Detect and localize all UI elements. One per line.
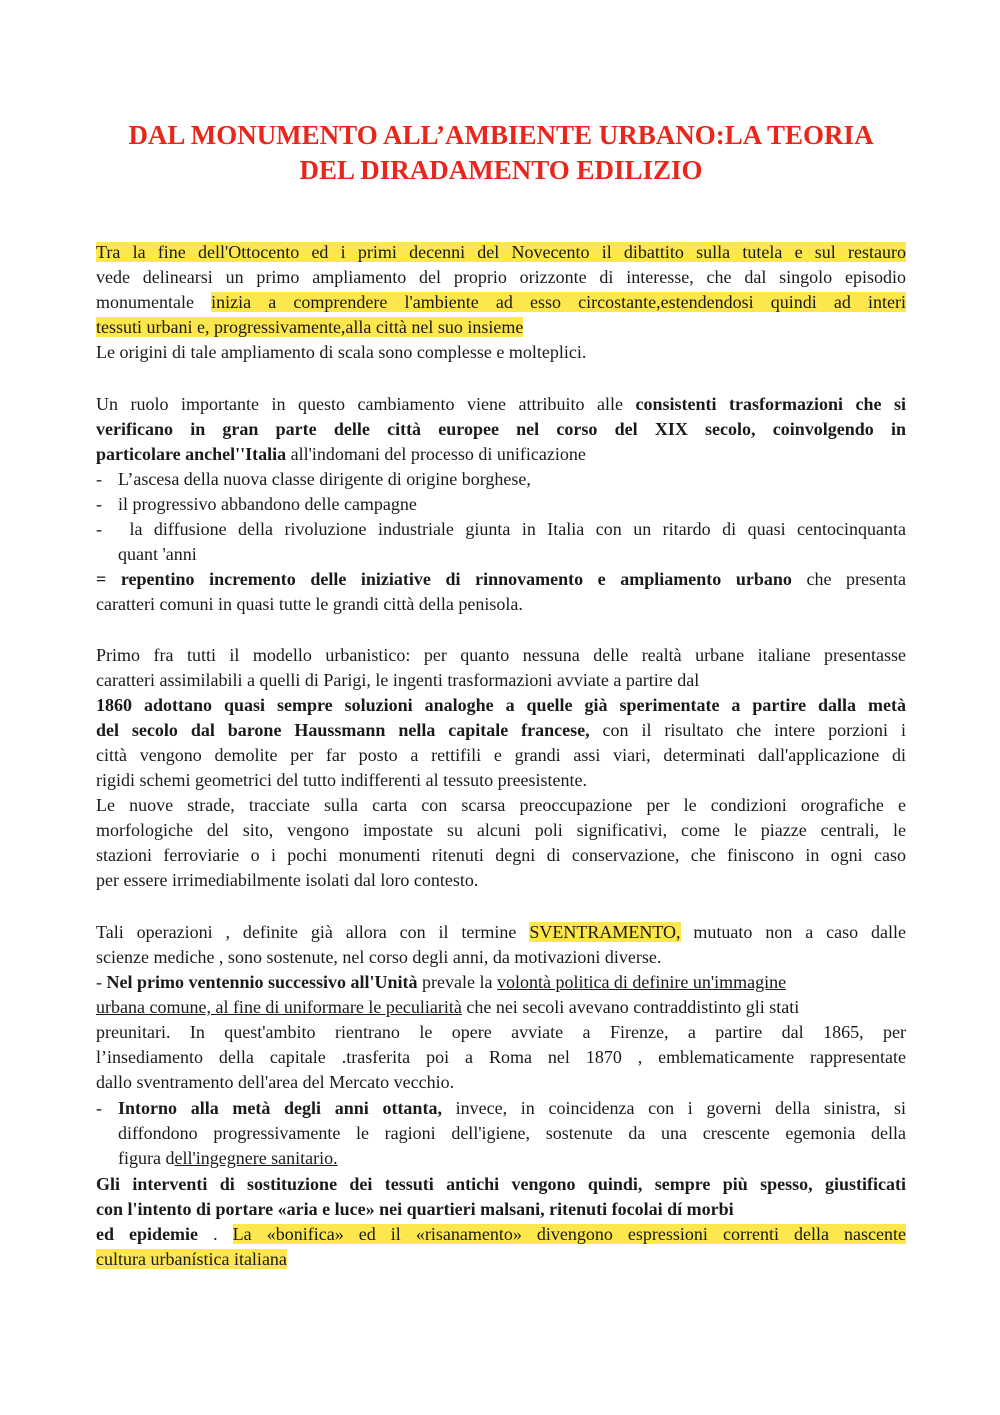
list-item: - L’ascesa della nuova classe dirigente di origine borghese,	[96, 469, 531, 489]
paragraph-line: - Nel primo ventennio successivo all'Unità prevale la volontà politica di definire un'immagine	[96, 972, 787, 992]
list-item-continuation: figura dell'ingegnere sanitario.	[118, 1148, 338, 1168]
paragraph-line: stazioni ferroviarie o i pochi monumenti ritenuti degni di conservazione, che finiscono in ogni caso	[96, 845, 906, 865]
paragraph-line: per essere irrimediabilmente isolati dal loro contesto.	[96, 870, 479, 890]
paragraph-line: caratteri assimilabili a quelli di Parigi, le ingenti trasformazioni avviate a partire dal	[96, 670, 700, 690]
highlighted-text: SVENTRAMENTO,	[529, 922, 681, 942]
paragraph-line: ed epidemie . La «bonifica» ed il «risanamento» divengono espressioni correnti della nascente	[96, 1224, 906, 1244]
paragraph-line: rigidi schemi geometrici del tutto indifferenti al tessuto preesistente.	[96, 770, 588, 790]
paragraph-line: con l'intento di portare «aria e luce» nei quartieri malsani, ritenuti focolai dí morbi	[96, 1199, 734, 1219]
paragraph-line: verificano in gran parte delle città europee nel corso del XIX secolo, coinvolgendo in	[96, 419, 906, 439]
list-item: - il progressivo abbandono delle campagne	[96, 494, 417, 514]
paragraph-line: monumentale inizia a comprendere l'ambiente ad esso circostante,estendendosi quindi ad interi	[96, 292, 906, 312]
underlined-text: volontà politica di definire un'immagine	[496, 972, 787, 992]
highlighted-text: cultura urbanística italiana	[96, 1249, 287, 1269]
list-item: - Intorno alla metà degli anni ottanta, invece, in coincidenza con i governi della sinistra, si	[96, 1098, 907, 1118]
paragraph-line	[96, 240, 906, 265]
paragraph-line: Le nuove strade, tracciate sulla carta con scarsa preoccupazione per le condizioni orografiche e	[96, 795, 906, 815]
paragraph-line: Tali operazioni , definite già allora con il termine SVENTRAMENTO, mutuato non a caso dalle	[96, 922, 907, 942]
paragraph-line: l’insediamento della capitale .trasferita poi a Roma nel 1870 , emblematicamente rappresentate	[96, 1047, 906, 1067]
paragraph-line: Un ruolo importante in questo cambiamento viene attribuito alle consistenti trasformazioni che si	[96, 394, 906, 414]
underlined-text: urbana comune, al fine di uniformare le peculiarità	[96, 997, 462, 1017]
paragraph-line	[96, 315, 906, 340]
paragraph-line	[96, 1247, 906, 1272]
paragraph-line: Le origini di tale ampliamento di scala sono complesse e molteplici.	[96, 342, 587, 362]
highlighted-text: La «bonifica» ed il «risanamento» divengono espressioni correnti della nascente	[232, 1224, 906, 1244]
paragraph-line: 1860 adottano quasi sempre soluzioni analoghe a quelle già sperimentate a partire dalla metà	[96, 695, 906, 715]
page-title	[96, 118, 906, 188]
paragraph-line: particolare anchel''Italia all'indomani del processo di unificazione	[96, 444, 586, 464]
highlighted-text: Tra la fine dell'Ottocento ed i primi decenni del Novecento il dibattito sulla tutela e sul restauro	[96, 242, 906, 262]
paragraph-line: urbana comune, al fine di uniformare le peculiarità che nei secoli avevano contraddistinto gli stati	[96, 997, 800, 1017]
paragraph-line: preunitari. In quest'ambito rientrano le opere avviate a Firenze, a partire dal 1865, per	[96, 1022, 906, 1042]
paragraph-line: scienze mediche , sono sostenute, nel corso degli anni, da motivazioni diverse.	[96, 947, 662, 967]
highlighted-text: tessuti urbani e, progressivamente,alla città nel suo insieme	[96, 317, 524, 337]
underlined-text: ell'ingegnere sanitario.	[174, 1148, 338, 1168]
title-line-2: DEL DIRADAMENTO EDILIZIO	[299, 155, 703, 185]
list-item: - la diffusione della rivoluzione industriale giunta in Italia con un ritardo di quasi centocinquanta	[96, 519, 906, 539]
paragraph-line: caratteri comuni in quasi tutte le grandi città della penisola.	[96, 594, 523, 614]
paragraph-line: Primo fra tutti il modello urbanistico: per quanto nessuna delle realtà urbane italiane presentasse	[96, 645, 906, 665]
paragraph-line: Gli interventi di sostituzione dei tessuti antichi vengono quindi, sempre più spesso, giustificati	[96, 1174, 906, 1194]
list-item-continuation: quant 'anni	[118, 544, 197, 564]
paragraph-line: = repentino incremento delle iniziative di rinnovamento e ampliamento urbano che presenta	[96, 569, 906, 589]
paragraph-line: città vengono demolite per far posto a rettifili e grandi assi viari, determinati dall'applicazione di	[96, 745, 906, 765]
title-line-1: DAL MONUMENTO ALL’AMBIENTE URBANO:LA TEORIA	[128, 120, 874, 150]
paragraph-line: vede delinearsi un primo ampliamento del proprio orizzonte di interesse, che dal singolo episodio	[96, 267, 906, 287]
highlighted-text: inizia a comprendere l'ambiente ad esso circostante,estendendosi quindi ad interi	[211, 292, 906, 312]
list-item-continuation: diffondono progressivamente le ragioni dell'igiene, sostenute da una crescente egemonia della	[118, 1123, 906, 1143]
paragraph-line: morfologiche del sito, vengono impostate su alcuni poli significativi, come le piazze centrali, le	[96, 820, 906, 840]
paragraph-line: dallo sventramento dell'area del Mercato vecchio.	[96, 1072, 455, 1092]
paragraph-line: del secolo dal barone Haussmann nella capitale francese, con il risultato che intere porzioni i	[96, 720, 906, 740]
